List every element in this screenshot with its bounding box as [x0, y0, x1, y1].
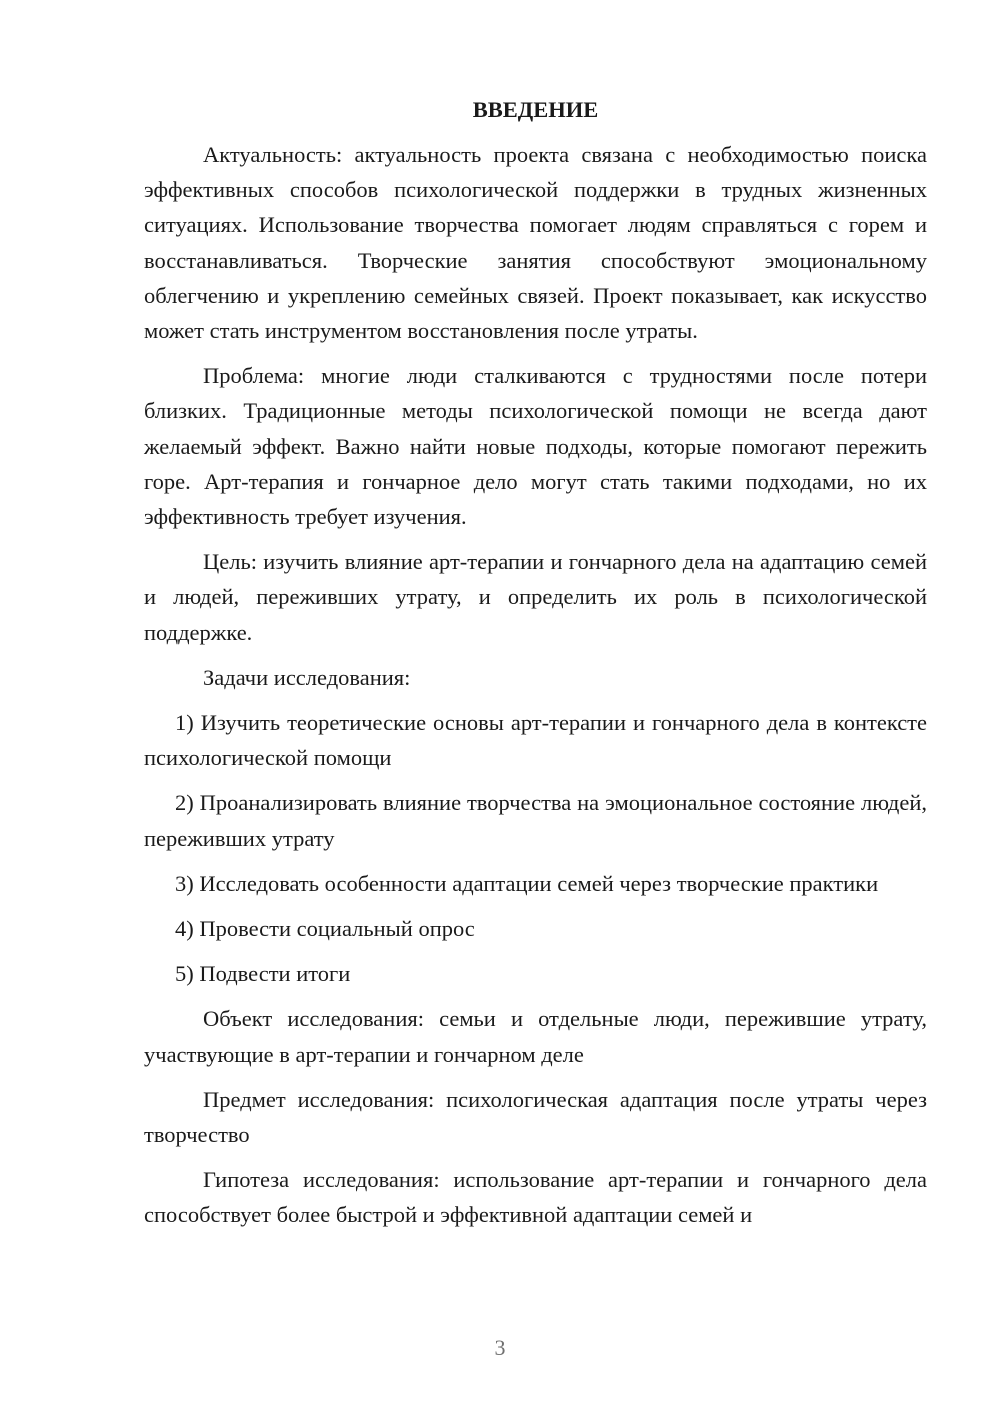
task-item: 5) Подвести итоги	[175, 961, 351, 987]
task-item: 4) Провести социальный опрос	[175, 916, 475, 942]
tasks-heading: Задачи исследования:	[203, 664, 411, 690]
task-item: 2) Проанализировать влияние творчества на эмоциональное состояние людей, переживших утрату	[144, 790, 927, 851]
goal-paragraph: Цель: изучить влияние арт-терапии и гончарного дела на адаптацию семей и людей, переживших утрату, и определить их роль в психологической поддержке.	[144, 549, 927, 645]
task-item: 1) Изучить теоретические основы арт-терапии и гончарного дела в контексте психологической помощи	[144, 710, 927, 771]
problem-paragraph: Проблема: многие люди сталкиваются с трудностями после потери близких. Традиционные методы психологической помощи не всегда дают желаемый эффект. Важно найти новые подходы, которые помогают пережить горе. Арт-терапия и гончарное дело могут стать такими подходами, но их эффективность требует изучения.	[144, 363, 927, 530]
section-heading: ВВЕДЕНИЕ	[472, 97, 599, 122]
page-content	[144, 95, 927, 1243]
subject-paragraph: Предмет исследования: психологическая адаптация после утраты через творчество	[144, 1086, 927, 1148]
hypothesis-paragraph: Гипотеза исследования: использование арт-терапии и гончарного дела способствует более быстрой и эффективной адаптации семей и	[144, 1167, 927, 1228]
task-item: 3) Исследовать особенности адаптации семей через творческие практики	[175, 870, 879, 896]
relevance-paragraph: Актуальность: актуальность проекта связана с необходимостью поиска эффективных способов психологической поддержки в трудных жизненных ситуациях. Использование творчества помогает людям справляться с горем и восстанавливаться. Творческие занятия способствуют эмоциональному облегчению и укреплению семейных связей. Проект показывает, как искусство может стать инструментом восстановления после утраты.	[144, 142, 927, 344]
page-number: 3	[494, 1335, 506, 1360]
object-paragraph: Объект исследования: семьи и отдельные люди, пережившие утрату, участвующие в арт-терапии и гончарном деле	[144, 1006, 927, 1067]
